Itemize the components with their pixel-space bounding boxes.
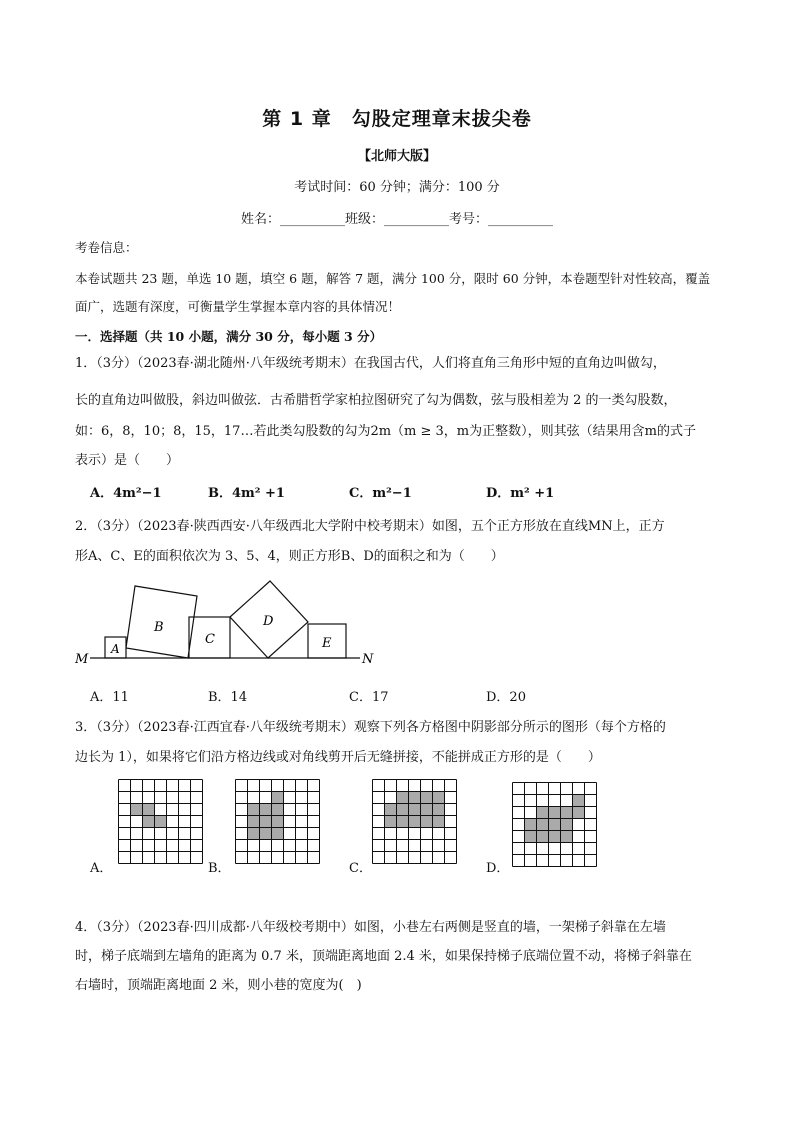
label-m: M	[75, 652, 89, 667]
label-d: D	[263, 614, 274, 629]
q1-options	[90, 482, 730, 506]
q2-option-d[interactable]: D．20	[486, 690, 526, 705]
edition-label: 【北师大版】	[357, 149, 436, 164]
student-fields: 姓名：__________班级：__________考号：__________	[240, 212, 553, 227]
q3-line1: 3．（3分）（2023春·江西宜春·八年级统考期末）观察下列各方格图中阴影部分所示的图形（每个方格的	[75, 720, 666, 735]
q4-line1: 4．（3分）（2023春·四川成都·八年级校考期中）如图，小巷左右两侧是竖直的墙，一架梯子斜靠在左墙	[75, 920, 666, 935]
q2-option-a[interactable]: A．11	[90, 690, 129, 705]
label-n: N	[362, 652, 374, 667]
info-label: 考卷信息：	[75, 240, 138, 255]
q3-line2: 边长为 1），如果将它们沿方格边线或对角线剪开后无缝拼接，不能拼成正方形的是（ ）	[75, 750, 601, 765]
q3-option-d[interactable]: D．	[486, 861, 510, 876]
q2-option-b[interactable]: B．14	[208, 690, 248, 705]
q3-grid-d	[512, 782, 599, 869]
q3-option-c[interactable]: C．	[349, 861, 372, 876]
q4-line2: 时，梯子底端到左墙角的距离为 0.7 米，顶端距离地面 2.4 米，如果保持梯子底端位置不动，将梯子斜靠在	[75, 949, 692, 964]
q1-line4: 表示）是（ ）	[75, 453, 180, 468]
q1-option-d[interactable]: D．m² +1	[486, 486, 555, 501]
q1-line3: 如：6，8，10；8，15，17…若此类勾股数的勾为2m（m ≥ 3，m为正整数），则其弦（结果用含m的式子	[75, 424, 696, 439]
q1-option-b[interactable]: B．4m² +1	[208, 486, 285, 501]
q1-option-c[interactable]: C．m²−1	[349, 486, 412, 501]
q3-grid-c	[372, 779, 459, 866]
exam-info: 考试时间：60 分钟；满分：100 分	[294, 180, 500, 195]
page-title: 第 1 章 勾股定理章末拔尖卷	[262, 108, 532, 130]
q3-option-b[interactable]: B．	[208, 861, 231, 876]
q3-grid-a	[118, 779, 205, 866]
section-heading: 一．选择题（共 10 小题，满分 30 分，每小题 3 分）	[75, 329, 383, 344]
label-a: A	[111, 642, 120, 656]
q1-option-a[interactable]: A．4m²−1	[90, 486, 162, 501]
q4-line3: 右墙时，顶端距离地面 2 米，则小巷的宽度为( )	[75, 978, 362, 993]
label-b: B	[154, 620, 164, 635]
q3-option-a[interactable]: A．	[90, 861, 113, 876]
q1-line2: 长的直角边叫做股，斜边叫做弦．古希腊哲学家柏拉图研究了勾为偶数，弦与股相差为 2 的一类勾股数，	[75, 393, 677, 408]
info-text-line2: 面广，选题有深度，可衡量学生掌握本章内容的具体情况！	[75, 299, 401, 314]
info-text-line1: 本卷试题共 23 题，单选 10 题，填空 6 题，解答 7 题，满分 100 分，限时 60 分钟，本卷题型针对性较高，覆盖	[75, 271, 711, 286]
q2-figure	[70, 575, 380, 675]
q3-grid-b	[235, 779, 322, 866]
q2-line1: 2．（3分）（2023春·陕西西安·八年级西北大学附中校考期末）如图，五个正方形放在直线MN上，正方	[75, 519, 665, 534]
q1-line1: 1．（3分）（2023春·湖北随州·八年级统考期末）在我国古代，人们将直角三角形中短的直角边叫做勾，	[75, 356, 666, 371]
q2-line2: 形A、C、E的面积依次为 3、5、4，则正方形B、D的面积之和为（ ）	[75, 549, 504, 564]
q2-option-c[interactable]: C．17	[349, 690, 389, 705]
label-c: C	[205, 632, 215, 647]
label-e: E	[322, 636, 332, 651]
q2-options	[90, 686, 730, 710]
